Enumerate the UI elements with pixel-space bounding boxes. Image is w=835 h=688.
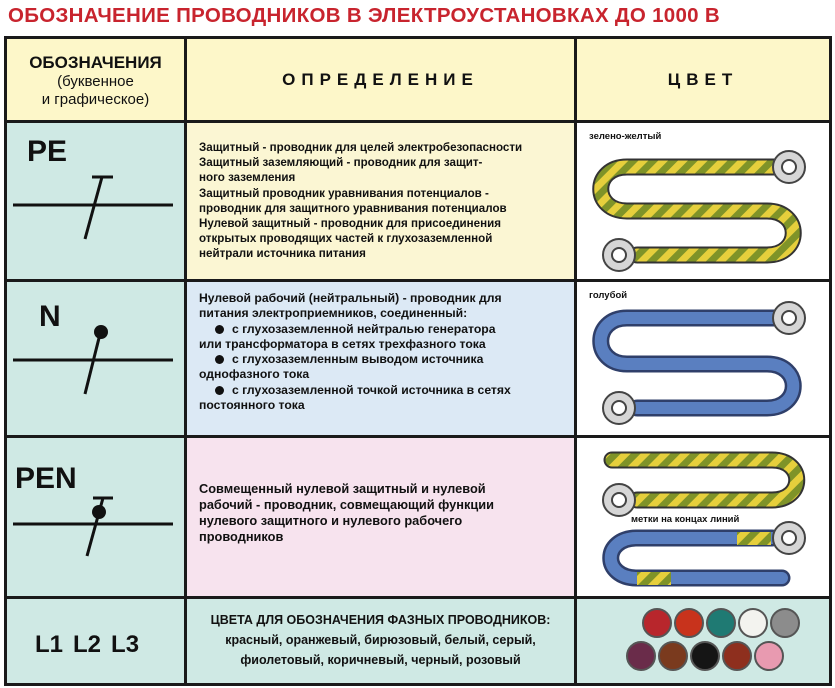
phase-code-l3: L3	[111, 631, 140, 658]
page-title: ОБОЗНАЧЕНИЕ ПРОВОДНИКОВ В ЭЛЕКТРОУСТАНОВКАХ ДО 1000 В	[8, 4, 720, 27]
pe-color-cell	[577, 123, 829, 279]
phase-colors-line-2: фиолетовый, коричневый, черный, розовый	[240, 653, 521, 667]
n-bullet-3b: постоянного тока	[199, 398, 305, 413]
phase-symbol-cell	[7, 599, 184, 683]
n-bullet-1a: с глухозаземленной нейтралью генератора	[232, 321, 496, 336]
n-code: N	[39, 300, 61, 333]
header-symbol-sub1: (буквенное	[57, 73, 134, 90]
pe-line-1: Защитный - проводник для целей электробезопасности	[199, 141, 523, 154]
n-bullet-2b: однофазного тока	[199, 367, 310, 382]
n-intro-1: Нулевой рабочий (нейтральный) - проводник для	[199, 291, 502, 305]
phase-title: ЦВЕТА ДЛЯ ОБОЗНАЧЕНИЯ ФАЗНЫХ ПРОВОДНИКОВ:	[210, 613, 551, 627]
pen-line-3: нулевого защитного и нулевого рабочего	[199, 513, 463, 528]
pen-color-cell	[577, 438, 829, 596]
header-color: ЦВЕТ	[577, 39, 829, 120]
pe-definition-cell	[187, 123, 574, 279]
phase-code-l1: L1	[35, 631, 64, 658]
pen-code: PEN	[15, 462, 77, 495]
swatch-violet	[626, 641, 656, 671]
pe-code: PE	[27, 135, 68, 168]
n-bullet-2a: с глухозаземленным выводом источника	[232, 352, 484, 367]
swatch-pink	[754, 641, 784, 671]
swatch-turquoise	[706, 608, 736, 638]
n-color-cell	[577, 282, 829, 435]
pe-graphic-symbol	[7, 123, 184, 279]
n-definition-cell	[187, 282, 574, 435]
pe-line-4: Защитный проводник уравнивания потенциалов -	[199, 186, 489, 200]
pen-symbol-cell	[7, 438, 184, 596]
header-symbol-sub2: и графическое)	[41, 91, 150, 108]
phase-definition-cell	[187, 599, 574, 683]
pe-wire-illustration	[577, 123, 829, 279]
pen-line-1: Совмещенный нулевой защитный и нулевой	[199, 481, 486, 496]
n-intro-2: питания электроприемников, соединенный:	[199, 306, 468, 321]
swatch-black	[690, 641, 720, 671]
swatch-orange	[674, 608, 704, 638]
n-color-label: голубой	[589, 290, 628, 301]
n-graphic-symbol	[7, 282, 184, 435]
header-symbol-title: ОБОЗНАЧЕНИЯ	[29, 53, 162, 72]
pe-line-5: проводник для защитного уравнивания потенциалов	[199, 201, 507, 215]
swatch-red	[642, 608, 672, 638]
swatch-brown	[658, 641, 688, 671]
pe-line-2: Защитный заземляющий - проводник для защит-	[199, 156, 483, 170]
n-wire-illustration	[577, 282, 829, 435]
pe-symbol-cell	[7, 123, 184, 279]
pen-definition	[199, 481, 566, 545]
bullet-icon	[215, 355, 224, 364]
phase-colors-line-1: красный, оранжевый, бирюзовый, белый, серый,	[225, 633, 536, 647]
n-bullet-1b: или трансформатора в сетях трехфазного тока	[199, 336, 486, 351]
phase-color-cell	[577, 599, 829, 683]
n-symbol-cell	[7, 282, 184, 435]
pen-definition-cell	[187, 438, 574, 596]
swatch-white	[738, 608, 768, 638]
n-definition	[199, 291, 566, 413]
n-bullet-3a: с глухозаземленной точкой источника в сетях	[232, 382, 511, 397]
pe-definition	[199, 140, 566, 262]
header-symbol-cell	[7, 39, 184, 120]
pen-line-2: рабочий - проводник, совмещающий функции	[199, 497, 494, 512]
pe-line-3: ного заземления	[199, 171, 296, 185]
pen-color-label: метки на концах линий	[631, 514, 740, 525]
pen-line-4: проводников	[199, 529, 284, 544]
pe-color-label: зелено-желтый	[589, 131, 662, 142]
pen-graphic-symbol	[7, 438, 184, 596]
conductor-table	[4, 36, 832, 686]
pe-line-6: Нулевой защитный - проводник для присоединения	[199, 217, 502, 231]
pe-line-7: открытых проводящих частей к глухозаземленной	[199, 232, 493, 246]
swatch-gray	[770, 608, 800, 638]
bullet-icon	[215, 386, 224, 395]
swatch-dark-red	[722, 641, 752, 671]
bullet-icon	[215, 325, 224, 334]
header-definition: ОПРЕДЕЛЕНИЕ	[187, 39, 574, 120]
phase-code-l2: L2	[73, 631, 102, 658]
phase-codes	[35, 631, 149, 659]
pe-line-8: нейтрали источника питания	[199, 247, 366, 261]
